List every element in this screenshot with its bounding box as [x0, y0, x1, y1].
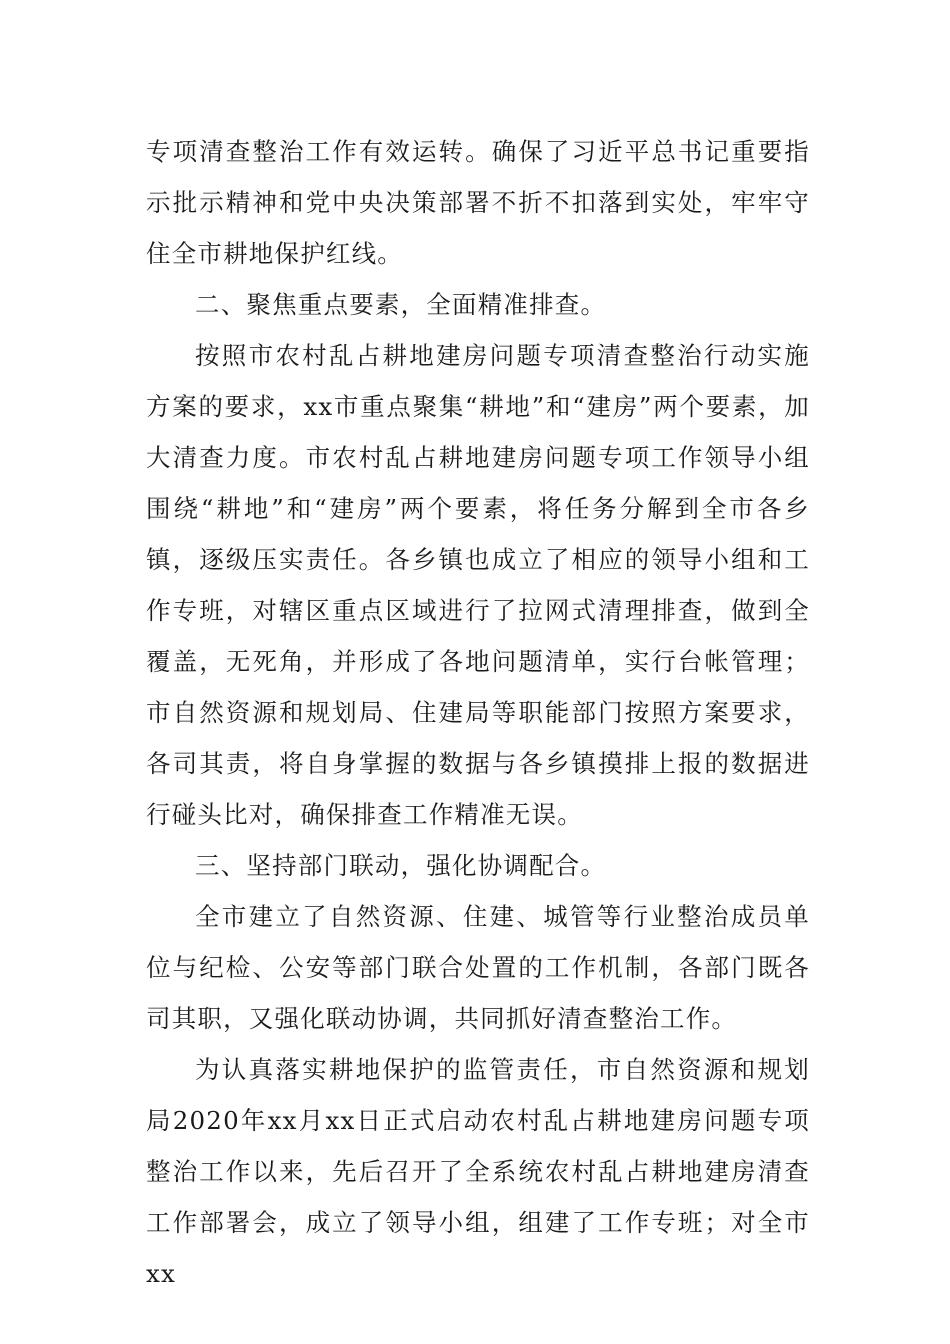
- document-body: [146, 126, 810, 1299]
- paragraph-coordination: 全市建立了自然资源、住建、城管等行业整治成员单位与纪检、公安等部门联合处置的工作机制，各部门既各司其职，又强化联动协调，共同抓好清查整治工作。: [146, 902, 810, 1033]
- paragraph-continuation: 专项清查整治工作有效运转。确保了习近平总书记重要指示批示精神和党中央决策部署不折不扣落到实处，牢牢守住全市耕地保护红线。: [146, 137, 810, 268]
- paragraph-supervision: 为认真落实耕地保护的监管责任，市自然资源和规划局2020年xx月xx日正式启动农村乱占耕地建房问题专项整治工作以来，先后召开了全系统农村乱占耕地建房清查工作部署会，成立了领导小组，组建了工作专班；对全市xx: [146, 1055, 810, 1288]
- paragraph-inspection: 按照市农村乱占耕地建房问题专项清查整治行动实施方案的要求，xx市重点聚集“耕地”和“建房”两个要素，加大清查力度。市农村乱占耕地建房问题专项工作领导小组围绕“耕地”和“建房”两个要素，将任务分解到全市各乡镇，逐级压实责任。各乡镇也成立了相应的领导小组和工作专班，对辖区重点区域进行了拉网式清理排查，做到全覆盖，无死角，并形成了各地问题清单，实行台帐管理；市自然资源和规划局、住建局等职能部门按照方案要求，各司其责，将自身掌握的数据与各乡镇摸排上报的数据进行碰头比对，确保排查工作精准无误。: [146, 341, 810, 829]
- section-heading-2: 二、聚焦重点要素，全面精准排查。: [195, 290, 607, 319]
- section-heading-3: 三、坚持部门联动，强化协调配合。: [195, 851, 607, 880]
